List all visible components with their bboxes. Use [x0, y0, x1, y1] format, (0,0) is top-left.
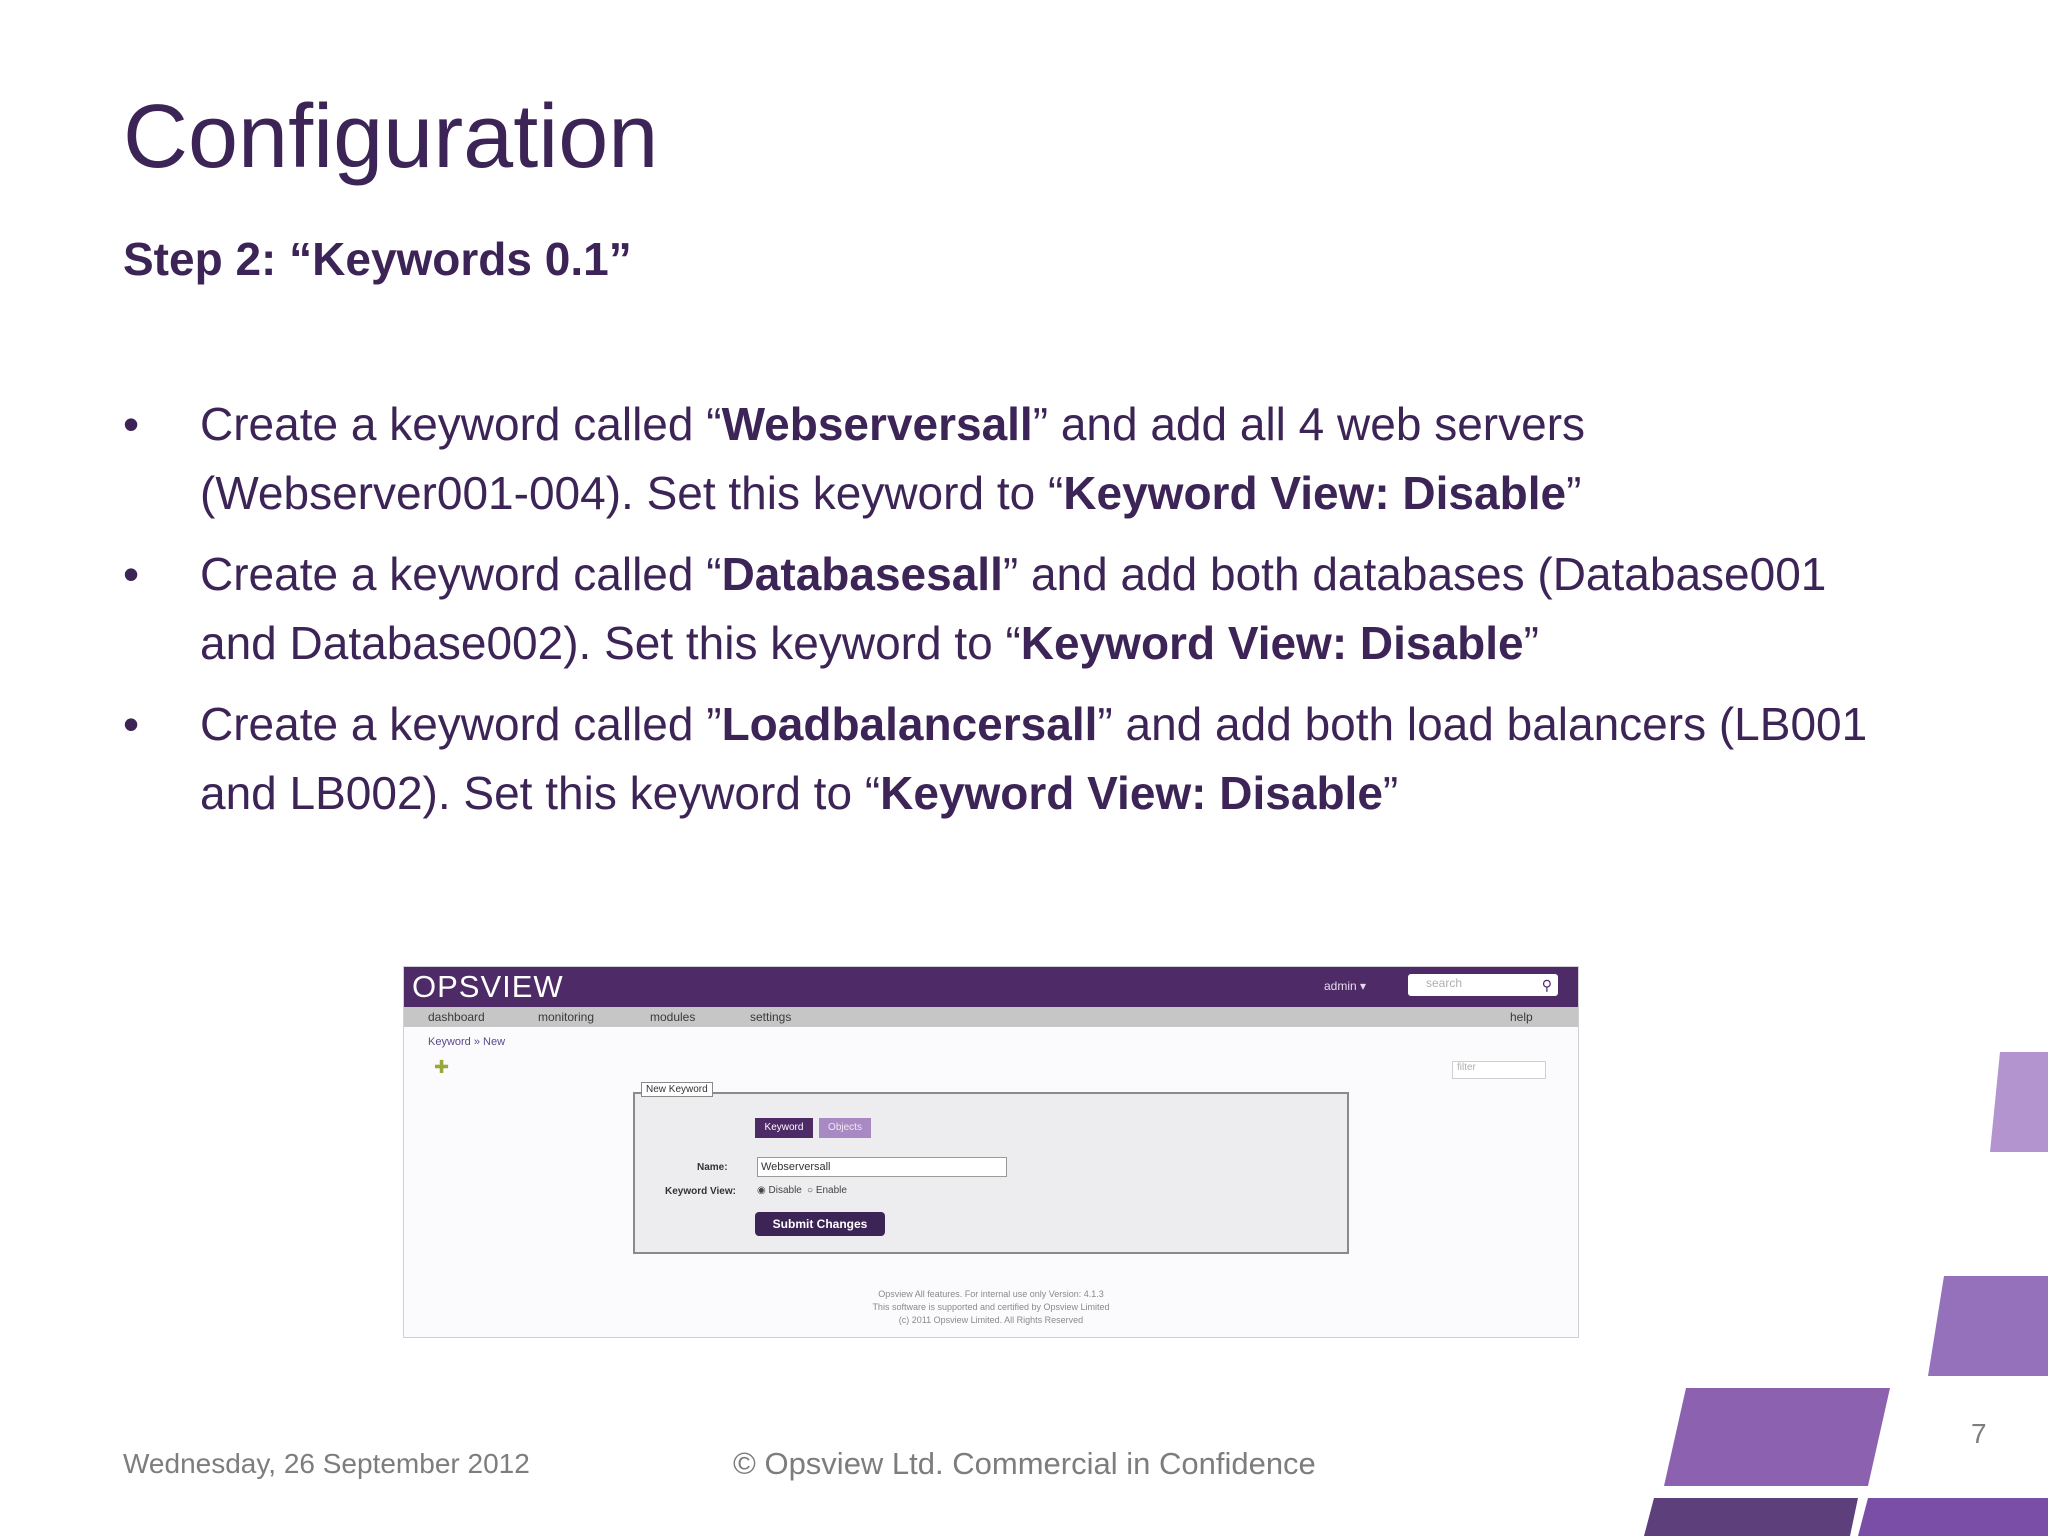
- bullet-item-webservers: [123, 390, 1903, 528]
- keyword-name: Databasesall: [721, 548, 1003, 600]
- footer-line: This software is supported and certified by Opsview Limited: [872, 1302, 1110, 1312]
- page-number: 7: [1971, 1418, 1987, 1449]
- name-field[interactable]: Webserversall: [757, 1157, 1007, 1177]
- keyword-setting: Keyword View: Disable: [880, 767, 1383, 819]
- opsview-screenshot: [403, 966, 1579, 1338]
- keyword-name: Loadbalancersall: [721, 698, 1098, 750]
- nav-dashboard[interactable]: dashboard: [428, 1010, 485, 1024]
- tab-keyword[interactable]: Keyword: [755, 1118, 813, 1138]
- panel-legend: New Keyword: [641, 1082, 713, 1097]
- keyword-setting: Keyword View: Disable: [1020, 617, 1524, 669]
- bullet-dot: •: [123, 548, 140, 600]
- opsview-nav: [404, 1007, 1578, 1027]
- nav-settings[interactable]: settings: [750, 1010, 792, 1024]
- add-icon[interactable]: ✚: [434, 1057, 450, 1077]
- admin-menu[interactable]: admin ▾: [1324, 979, 1367, 993]
- bullet-text: Create a keyword called “: [200, 548, 722, 600]
- bullet-text: ” and add both load balancers (LB001 and LB002). Set this keyword to “: [200, 698, 1868, 819]
- keyword-view-label: Keyword View:: [665, 1186, 736, 1197]
- bullet-text: ” and add both databases (Database001 and Database002). Set this keyword to “: [200, 548, 1827, 669]
- radio-enable-label: Enable: [815, 1185, 847, 1196]
- nav-help[interactable]: help: [1510, 1010, 1533, 1024]
- bullet-text: Create a keyword called ”: [200, 698, 722, 750]
- keyword-setting: Keyword View: Disable: [1063, 467, 1567, 519]
- bullet-list: [123, 390, 1903, 840]
- nav-modules[interactable]: modules: [650, 1010, 696, 1024]
- filter-input[interactable]: filter: [1452, 1061, 1546, 1079]
- opsview-header: [404, 967, 1578, 1007]
- bullet-item-databases: [123, 540, 1903, 678]
- bullet-text: ” and add all 4 web servers (Webserver001-004). Set this keyword to “: [200, 398, 1586, 519]
- bullet-dot: •: [123, 398, 140, 450]
- search-input[interactable]: [1408, 974, 1558, 996]
- deco-shape-1: [1990, 1052, 2048, 1152]
- radio-disable[interactable]: ◉ Disable: [757, 1185, 802, 1196]
- footer-line: Opsview All features. For internal use only Version: 4.1.3: [878, 1289, 1104, 1299]
- deco-shape-2: [1928, 1276, 2048, 1376]
- radio-disable-label: Disable: [768, 1185, 802, 1196]
- bullet-dot: •: [123, 698, 140, 750]
- footer-copyright: © Opsview Ltd. Commercial in Confidence: [733, 1446, 1316, 1481]
- opsview-logo: OPSVIEW: [412, 969, 564, 1004]
- footer-line: (c) 2011 Opsview Limited. All Rights Reserved: [898, 1315, 1084, 1325]
- slide-title: Configuration: [123, 87, 659, 187]
- footer-date: Wednesday, 26 September 2012: [123, 1448, 530, 1479]
- deco-shape-4: [1858, 1498, 2048, 1536]
- submit-changes-button[interactable]: Submit Changes: [755, 1212, 885, 1236]
- decorative-shapes: [1640, 1040, 2048, 1536]
- keyword-name: Webserversall: [721, 398, 1033, 450]
- tab-objects[interactable]: Objects: [819, 1118, 871, 1138]
- deco-shape-3: [1664, 1388, 1890, 1486]
- search-placeholder: search: [1426, 976, 1463, 990]
- bullet-text: ”: [1382, 767, 1399, 819]
- name-label: Name:: [697, 1162, 728, 1173]
- bullet-text: Create a keyword called “: [200, 398, 722, 450]
- bullet-text: ”: [1566, 467, 1582, 519]
- search-icon[interactable]: ⚲: [1541, 977, 1552, 993]
- radio-enable[interactable]: ○ Enable: [807, 1185, 847, 1196]
- bullet-item-loadbalancers: [123, 690, 1903, 828]
- breadcrumb[interactable]: Keyword » New: [428, 1036, 506, 1048]
- slide-subtitle: Step 2: “Keywords 0.1”: [123, 233, 632, 285]
- new-keyword-panel: [633, 1084, 1349, 1254]
- nav-monitoring[interactable]: monitoring: [538, 1010, 595, 1024]
- deco-shape-5: [1644, 1498, 1858, 1536]
- bullet-text: ”: [1523, 617, 1539, 669]
